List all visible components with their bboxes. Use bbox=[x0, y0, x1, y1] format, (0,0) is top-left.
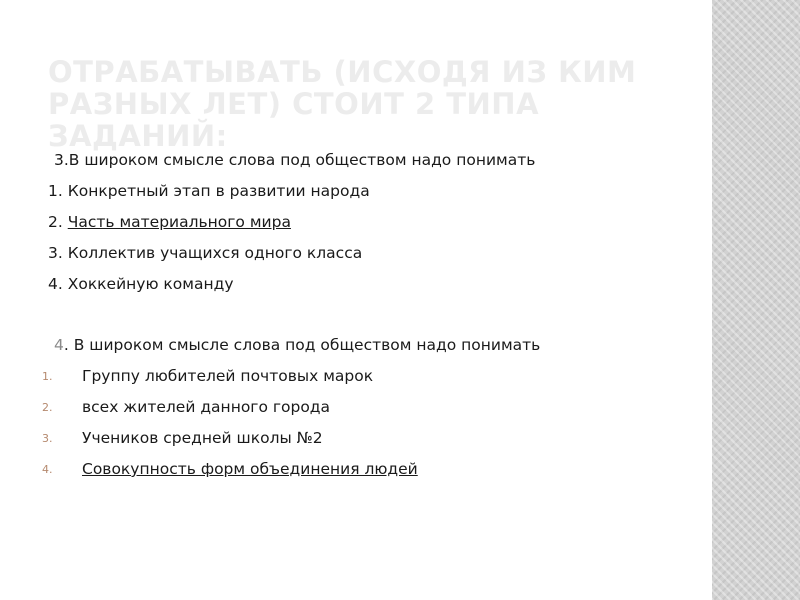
decorative-side-stripe bbox=[712, 0, 800, 600]
option-text: Группу любителей почтовых марок bbox=[82, 367, 374, 385]
question-2-option-4 bbox=[42, 454, 698, 485]
question-2-heading-text: . В широком смысле слова под обществом надо понимать bbox=[63, 336, 541, 354]
list-marker: 2. bbox=[42, 401, 53, 414]
option-text: Учеников средней школы №2 bbox=[82, 429, 323, 447]
slide-content bbox=[42, 145, 698, 485]
question-1-heading: 3.В широком смысле слова под обществом надо понимать bbox=[54, 151, 536, 169]
option-text: всех жителей данного города bbox=[82, 398, 331, 416]
question-2-option-1 bbox=[42, 361, 698, 392]
question-2-option-2 bbox=[42, 392, 698, 423]
question-2-option-3 bbox=[42, 423, 698, 454]
slide-title: ОТРАБАТЫВАТЬ (ИСХОДЯ ИЗ КИМ РАЗНЫХ ЛЕТ) СТОИТ 2 ТИПА ЗАДАНИЙ: bbox=[48, 55, 637, 153]
question-1-option-1: 1. Конкретный этап в развитии народа bbox=[48, 182, 370, 200]
list-marker: 1. bbox=[42, 370, 53, 383]
question-1-option-2-text: Часть материального мира bbox=[67, 213, 291, 231]
question-1-option-3: 3. Коллектив учащихся одного класса bbox=[48, 244, 363, 262]
list-marker: 3. bbox=[42, 432, 53, 445]
question-2-heading bbox=[48, 330, 698, 361]
question-1-option-2: 2. Часть материального мира bbox=[48, 213, 291, 231]
spacer bbox=[48, 300, 698, 330]
list-marker: 4. bbox=[42, 463, 53, 476]
question-2-number: 4 bbox=[54, 336, 64, 354]
question-1-option-4: 4. Хоккейную команду bbox=[48, 275, 234, 293]
option-text: Совокупность форм объединения людей bbox=[82, 460, 418, 478]
